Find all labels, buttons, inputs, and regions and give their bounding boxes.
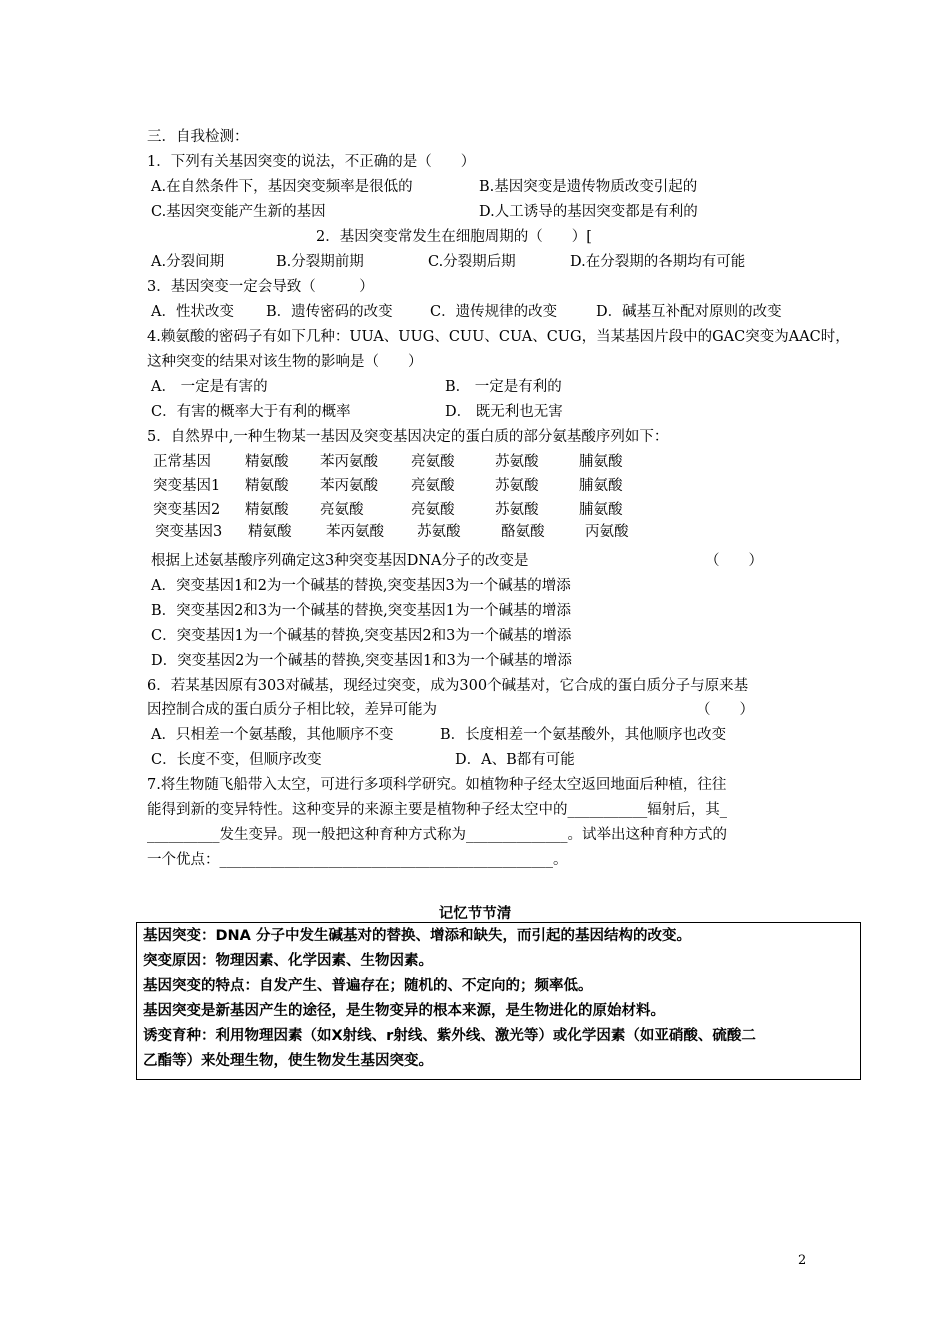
table-cell: 酪氨酸 <box>501 524 545 540</box>
page-number: 2 <box>798 1253 807 1268</box>
table-cell: 精氨酸 <box>245 502 289 518</box>
table-cell: 突变基因3 <box>155 524 223 540</box>
q1-option-b: B.基因突变是遗传物质改变引起的 <box>479 179 698 195</box>
table-cell: 苏氨酸 <box>495 502 539 518</box>
q5-option-c: C．突变基因1为一个碱基的替换,突变基因2和3为一个碱基的增添 <box>151 628 572 644</box>
table-cell: 精氨酸 <box>245 454 289 470</box>
q1-option-a: A.在自然条件下，基因突变频率是很低的 <box>151 179 413 195</box>
q3-option-a: A．性状改变 <box>151 304 234 320</box>
q7-line3: __________发生变异。现一般把这种育种方式称为______________。试举出这种育种方式的 <box>147 827 727 843</box>
q4-option-d: D． 既无利也无害 <box>445 404 563 420</box>
q5-option-d: D．突变基因2为一个碱基的替换,突变基因1和3为一个碱基的增添 <box>151 653 572 669</box>
q3-option-b: B．遗传密码的改变 <box>266 304 393 320</box>
q6-answer-paren: （ ） <box>696 702 754 718</box>
q6-stem-line2: 因控制合成的蛋白质分子相比较，差异可能为 <box>147 702 437 718</box>
table-cell: 突变基因1 <box>153 478 221 494</box>
table-cell: 脯氨酸 <box>579 502 623 518</box>
table-cell: 苏氨酸 <box>417 524 461 540</box>
q1-stem: 1．下列有关基因突变的说法，不正确的是（ ） <box>147 154 476 170</box>
q6-option-c: C．长度不变，但顺序改变 <box>151 752 322 768</box>
q2-option-c: C.分裂期后期 <box>428 254 516 270</box>
q6-stem-line1: 6．若某基因原有303对碱基，现经过突变，成为300个碱基对，它合成的蛋白质分子与原来基 <box>147 678 749 694</box>
table-cell: 苯丙氨酸 <box>320 454 378 470</box>
memory-line: 基因突变：DNA 分子中发生碱基对的替换、增添和缺失，而引起的基因结构的改变。 <box>143 928 691 944</box>
q5-option-a: A．突变基因1和2为一个碱基的替换,突变基因3为一个碱基的增添 <box>151 578 571 594</box>
memory-title: 记忆节节清 <box>438 906 512 922</box>
q3-option-d: D．碱基互补配对原则的改变 <box>596 304 782 320</box>
q1-option-d: D.人工诱导的基因突变都是有利的 <box>479 204 698 220</box>
table-cell: 苯丙氨酸 <box>326 524 384 540</box>
q4-stem-line1: 4.赖氨酸的密码子有如下几种：UUA、UUG、CUU、CUA、CUG，当某基因片段中的GAC突变为AAC时， <box>147 329 850 345</box>
table-cell: 精氨酸 <box>245 478 289 494</box>
q4-option-a: A． 一定是有害的 <box>151 379 268 395</box>
q2-stem: 2．基因突变常发生在细胞周期的（ ）[ <box>316 229 592 245</box>
q2-option-b: B.分裂期前期 <box>276 254 364 270</box>
q1-option-c: C.基因突变能产生新的基因 <box>151 204 326 220</box>
q6-option-d: D．A、B都有可能 <box>455 752 575 768</box>
table-cell: 苯丙氨酸 <box>320 478 378 494</box>
table-cell: 突变基因2 <box>153 502 221 518</box>
memory-line: 突变原因：物理因素、化学因素、生物因素。 <box>143 953 433 969</box>
table-cell: 亮氨酸 <box>320 502 364 518</box>
memory-line: 诱变育种：利用物理因素（如Ⅹ射线、r射线、紫外线、激光等）或化学因素（如亚硝酸、硫酸二 <box>143 1028 756 1044</box>
q6-option-a: A．只相差一个氨基酸，其他顺序不变 <box>151 727 394 743</box>
table-cell: 脯氨酸 <box>579 454 623 470</box>
q4-option-c: C．有害的概率大于有利的概率 <box>151 404 351 420</box>
table-cell: 苏氨酸 <box>495 478 539 494</box>
table-cell: 亮氨酸 <box>411 502 455 518</box>
q5-prompt: 根据上述氨基酸序列确定这3种突变基因DNA分子的改变是 <box>151 553 529 569</box>
table-cell: 亮氨酸 <box>411 478 455 494</box>
q2-option-d: D.在分裂期的各期均有可能 <box>570 254 746 270</box>
q3-stem: 3．基因突变一定会导致（ ） <box>147 279 374 295</box>
q4-stem-line2: 这种突变的结果对该生物的影响是（ ） <box>147 354 423 370</box>
memory-line: 基因突变是新基因产生的途径，是生物变异的根本来源，是生物进化的原始材料。 <box>143 1003 665 1019</box>
memory-line: 乙酯等）来处理生物，使生物发生基因突变。 <box>143 1053 433 1069</box>
q2-option-a: A.分裂间期 <box>151 254 225 270</box>
table-cell: 正常基因 <box>153 454 211 470</box>
table-cell: 亮氨酸 <box>411 454 455 470</box>
q7-line2: 能得到新的变异特性。这种变异的来源主要是植物种子经太空中的___________辐射后，其_ <box>147 802 727 818</box>
q5-option-b: B．突变基因2和3为一个碱基的替换,突变基因1为一个碱基的增添 <box>151 603 571 619</box>
q3-option-c: C．遗传规律的改变 <box>430 304 558 320</box>
q6-option-b: B．长度相差一个氨基酸外，其他顺序也改变 <box>440 727 727 743</box>
q5-answer-paren: （ ） <box>705 553 763 569</box>
table-cell: 脯氨酸 <box>579 478 623 494</box>
table-cell: 精氨酸 <box>248 524 292 540</box>
q7-line4: 一个优点：______________________________________________。 <box>147 852 568 868</box>
q5-stem: 5．自然界中,一种生物某一基因及突变基因决定的蛋白质的部分氨基酸序列如下： <box>147 429 669 445</box>
section-title: 三．自我检测： <box>147 129 249 145</box>
memory-line: 基因突变的特点：自发产生、普遍存在；随机的、不定向的；频率低。 <box>143 978 593 994</box>
q4-option-b: B． 一定是有利的 <box>445 379 562 395</box>
q7-line1: 7.将生物随飞船带入太空，可进行多项科学研究。如植物种子经太空返回地面后种植，往往 <box>147 777 727 793</box>
table-cell: 苏氨酸 <box>495 454 539 470</box>
table-cell: 丙氨酸 <box>585 524 629 540</box>
